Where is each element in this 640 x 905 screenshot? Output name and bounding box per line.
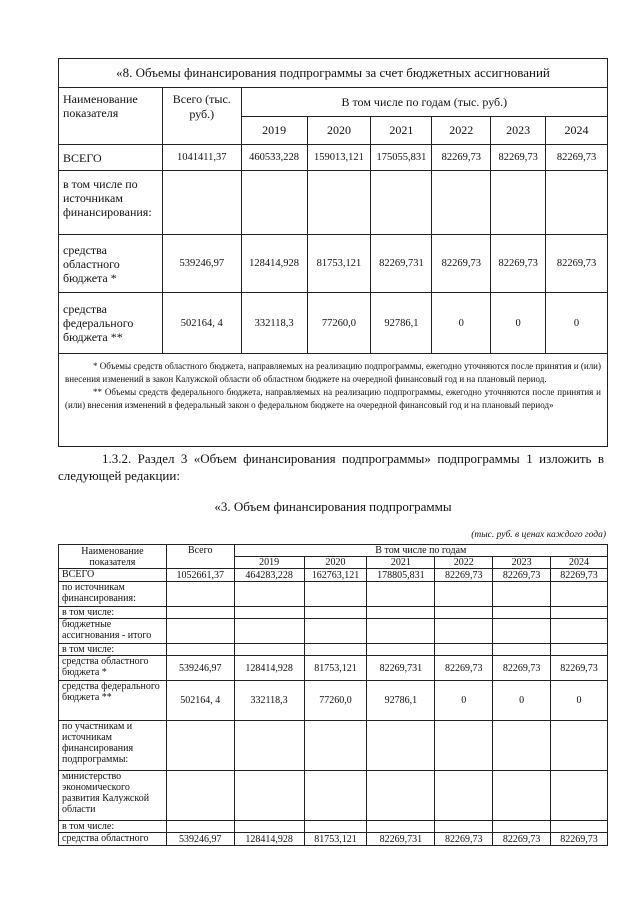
cell-value: 82269,73	[493, 656, 551, 681]
table2-year: 2019	[234, 557, 304, 569]
cell-total: 539246,97	[166, 833, 234, 846]
cell-value: 82269,73	[551, 833, 608, 846]
table2-header-total: Всего	[166, 545, 234, 569]
table1-header-total: Всего (тыс. руб.)	[162, 88, 241, 145]
cell-value: 0	[493, 681, 551, 721]
cell-value: 128414,928	[234, 656, 304, 681]
cell-value: 0	[551, 681, 608, 721]
table2-year: 2022	[435, 557, 493, 569]
footnote-federal: ** Объемы средств федерального бюджета, направляемых на реализацию подпрограммы, ежегодно уточняются после принятия и (или) внесения изменений в федеральный закон о федеральном бюджете на очередной финансовый год и на плановый период»	[65, 387, 601, 410]
table2-year: 2020	[304, 557, 367, 569]
table-row	[59, 293, 608, 354]
cell-value: 82269,73	[491, 145, 546, 171]
cell-value: 82269,731	[371, 235, 432, 293]
cell-value: 0	[432, 293, 491, 354]
row-label: средства областного бюджета *	[59, 235, 163, 293]
cell-value: 82269,73	[551, 569, 608, 582]
footnote-regional: * Объемы средств областного бюджета, направляемых на реализацию подпрограммы, ежегодно уточняются после принятия и (или) внесения изменений в закон Калужской области об областном бюджете на очередной финансовый год и на плановый период.	[65, 361, 601, 384]
cell-value: 92786,1	[367, 681, 435, 721]
table2-year: 2021	[367, 557, 435, 569]
row-label: ВСЕГО	[59, 569, 167, 582]
row-label: средства федерального бюджета **	[59, 681, 167, 721]
cell-value: 81753,121	[304, 833, 367, 846]
row-label: по источникам финансирования:	[59, 582, 167, 607]
table-row	[59, 771, 608, 821]
cell-value: 178805,831	[367, 569, 435, 582]
table-row	[59, 833, 608, 846]
cell-value: 460533,228	[241, 145, 307, 171]
table1-footnotes	[59, 354, 608, 447]
cell-value: 82269,73	[435, 569, 493, 582]
cell-total: 539246,97	[162, 235, 241, 293]
row-label: министерство экономического развития Калужской области	[59, 771, 167, 821]
cell-value: 0	[546, 293, 608, 354]
row-label: средства федерального бюджета **	[59, 293, 163, 354]
table1-caption: «8. Объемы финансирования подпрограммы за счет бюджетных ассигнований	[59, 59, 608, 88]
table2-year: 2024	[551, 557, 608, 569]
row-label: средства областного бюджета *	[59, 656, 167, 681]
table1-year: 2021	[371, 117, 432, 145]
cell-value: 162763,121	[304, 569, 367, 582]
table1-year: 2019	[241, 117, 307, 145]
cell-value: 175055,831	[371, 145, 432, 171]
cell-value: 0	[435, 681, 493, 721]
cell-value: 82269,73	[546, 145, 608, 171]
table-row	[59, 145, 608, 171]
table2-header-indicator: Наименование показателя	[59, 545, 167, 569]
row-label: в том числе:	[59, 821, 167, 833]
table-row	[59, 619, 608, 644]
cell-value: 0	[491, 293, 546, 354]
unit-note: (тыс. руб. в ценах каждого года)	[471, 530, 606, 540]
table-row	[59, 171, 608, 235]
cell-value: 77260,0	[307, 293, 371, 354]
cell-value: 82269,73	[551, 656, 608, 681]
cell-value: 82269,73	[432, 145, 491, 171]
cell-value: 128414,928	[234, 833, 304, 846]
cell-total: 1041411,37	[162, 145, 241, 171]
cell-value: 81753,121	[304, 656, 367, 681]
table1-year: 2023	[491, 117, 546, 145]
table-row	[59, 644, 608, 656]
row-label: средства областного	[59, 833, 167, 846]
table-row	[59, 721, 608, 771]
cell-value: 332118,3	[234, 681, 304, 721]
cell-total: 539246,97	[166, 656, 234, 681]
cell-value: 82269,731	[367, 833, 435, 846]
row-label: бюджетные ассигнования - итого	[59, 619, 167, 644]
cell-value: 82269,73	[491, 235, 546, 293]
table1-year: 2024	[546, 117, 608, 145]
section-title: «3. Объем финансирования подпрограммы	[214, 499, 452, 514]
cell-value: 82269,73	[493, 569, 551, 582]
cell-value: 92786,1	[371, 293, 432, 354]
table-row	[59, 607, 608, 619]
cell-value: 82269,731	[367, 656, 435, 681]
row-label: в том числе:	[59, 607, 167, 619]
funding-table-subprogram	[58, 544, 608, 846]
row-label: ВСЕГО	[59, 145, 163, 171]
cell-total: 502164, 4	[162, 293, 241, 354]
cell-value: 82269,73	[435, 656, 493, 681]
cell-value: 464283,228	[234, 569, 304, 582]
cell-value: 77260,0	[304, 681, 367, 721]
table1-year: 2020	[307, 117, 371, 145]
funding-table-budget-allocations	[58, 58, 608, 447]
cell-value: 159013,121	[307, 145, 371, 171]
table2-year: 2023	[493, 557, 551, 569]
cell-total: 1052661,37	[166, 569, 234, 582]
amendment-paragraph: 1.3.2. Раздел 3 «Объем финансирования подпрограммы» подпрограммы 1 изложить в следующей редакции:	[58, 451, 604, 483]
cell-total: 502164, 4	[166, 681, 234, 721]
table2-header-years: В том числе по годам	[234, 545, 607, 557]
cell-value: 82269,73	[435, 833, 493, 846]
table1-year: 2022	[432, 117, 491, 145]
cell-value: 332118,3	[241, 293, 307, 354]
cell-value: 128414,928	[241, 235, 307, 293]
row-label: в том числе по источникам финансирования:	[59, 171, 163, 235]
table-row	[59, 582, 608, 607]
table1-header-indicator: Наименование показателя	[59, 88, 163, 145]
table-row	[59, 235, 608, 293]
cell-value: 82269,73	[546, 235, 608, 293]
cell-value: 81753,121	[307, 235, 371, 293]
table1-header-years: В том числе по годам (тыс. руб.)	[241, 88, 607, 117]
table-row	[59, 681, 608, 721]
table-row	[59, 569, 608, 582]
table-row	[59, 821, 608, 833]
cell-value: 82269,73	[432, 235, 491, 293]
row-label: по участникам и источникам финансирования подпрограммы:	[59, 721, 167, 771]
cell-value: 82269,73	[493, 833, 551, 846]
table-row	[59, 656, 608, 681]
row-label: в том числе:	[59, 644, 167, 656]
